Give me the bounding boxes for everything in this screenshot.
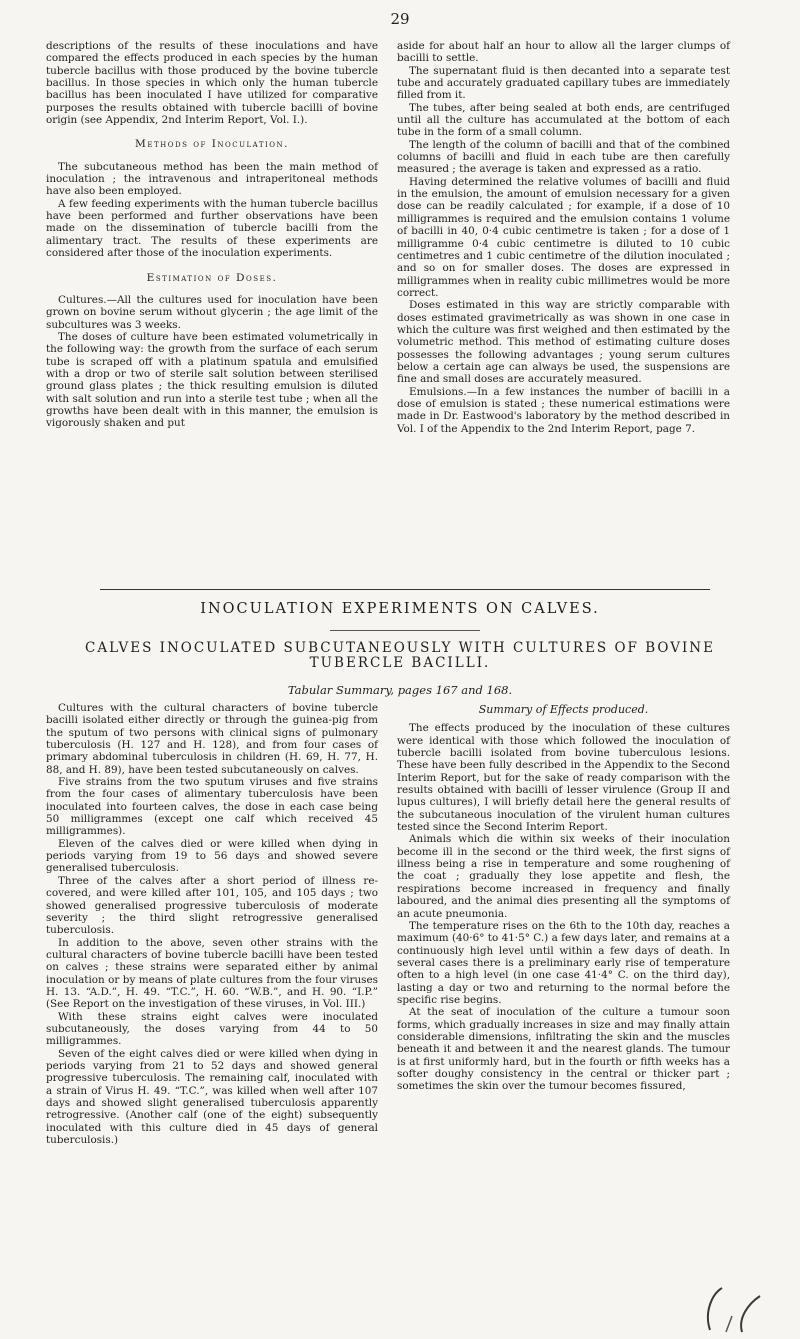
paragraph: Cultures with the cultural characters of bovine tubercle bacilli isolated either directly or through the guinea-pig from the sputum of two persons with clinical signs of pulmonary tuberculosis (H. 127 and H. 128), and from four cases of primary abdominal tuberculosis in children (H. 69, H. 77, H. 88, and H. 89), have been tested subcutaneously on calves. [46, 702, 378, 776]
paragraph: The doses of culture have been estimated volumetrically in the following way: the growth from the surface of each serum tube is scraped off with a platinum spatula and emulsified with a drop or two of sterile salt solution between sterilised ground glass plates ; the thick resulting emulsion is diluted with salt solution and run into a sterile test tube ; when all the growths have been dealt with in this manner, the emulsion is vigorously shaken and put [46, 330, 378, 430]
scan-artifact-mark [702, 1282, 772, 1337]
paragraph: Three of the calves after a short period of illness re-covered, and were killed after 101, 105, and 105 days ; two showed generalised progressive tuberculosis of moderate severity ; the third slight retrogressive generalised tuberculosis. [46, 874, 378, 937]
paragraph: Doses estimated in this way are strictly comparable with doses estimated gravimetrically as was shown in one case in which the culture was first weighed and then estimated by the volumetric method. This method of estimating culture doses possesses the following advantages ; young serum cultures below a certain age can always be used, the suspensions are fine and small doses are accurately measured. [397, 299, 730, 386]
section-divider [100, 589, 710, 590]
paragraph: A few feeding experiments with the human tubercle bacillus have been performed and further observations have been made on the dissemination of tubercle bacilli from the alimentary tract. The results of these experiments are considered after those of the inoculation experiments. [46, 197, 378, 260]
paragraph: Having determined the relative volumes of bacilli and fluid in the emulsion, the amount of emulsion necessary for a given dose can be readily calculated ; for example, if a dose of 10 milligrammes is required and the emulsion contains 1 volume of bacilli in 40, 0·4 cubic centimetre is taken ; for a dose of 1 milligramme 0·4 cubic centimetre is diluted to 10 cubic centimetres and 1 cubic centimetre of the dilution inoculated ; and so on for smaller doses. The doses are expressed in milligrammes when in reality cubic millimetres would be more correct. [397, 175, 730, 299]
paragraph: descriptions of the results of these inoculations and have compared the effects produced in each species by the human tubercle bacillus with those produced by the bovine tubercle bacillus. In those species in which only the human tubercle bacillus has been inoculated I have utilized for comparative purposes the results obtained with tubercle bacilli of bovine origin (see Appendix, 2nd Interim Report, Vol. I.). [46, 40, 378, 127]
paragraph: Eleven of the calves died or were killed when dying in periods varying from 19 to 56 days and showed severe generalised tuberculosis. [46, 837, 378, 875]
paragraph: Seven of the eight calves died or were killed when dying in periods varying from 21 to 52 days and showed general progressive tuberculosis. The remaining calf, inoculated with a strain of Virus H. 49. “T.C.”, was killed when well after 107 days and showed slight generalised tuberculosis apparently retrogressive. (Another calf (one of the eight) subsequently inoculated with this culture died in 45 days of general tuberculosis.) [46, 1047, 378, 1147]
paragraph: aside for about half an hour to allow all the larger clumps of bacilli to settle. [397, 40, 730, 65]
column-3 [46, 702, 378, 1146]
paragraph: The tubes, after being sealed at both ends, are centrifuged until all the culture has accumulated at the bottom of each tube in the form of a small column. [397, 101, 730, 139]
column-2 [397, 40, 730, 435]
heading-methods-of-inoculation: Methods of Inoculation. [135, 138, 289, 151]
paragraph: The length of the column of bacilli and that of the combined columns of bacilli and fluid in each tube are then carefully measured ; the average is taken and expressed as a ratio. [397, 138, 730, 176]
section-title: INOCULATION EXPERIMENTS ON CALVES. [200, 601, 600, 617]
subsection-title: CALVES INOCULATED SUBCUTANEOUSLY WITH CULTURES OF BOVINE TUBERCLE BACILLI. [85, 640, 715, 671]
paragraph: Emulsions.—In a few instances the number of bacilli in a dose of emulsion is stated ; these numerical estimations were made in Dr. Eastwood's laboratory by the method described in Vol. I of the Appendix to the 2nd Interim Report, page 7. [397, 385, 730, 435]
paragraph: Five strains from the two sputum viruses and five strains from the four cases of alimentary tuberculosis have been inoculated into fourteen calves, the dose in each case being 50 milligrammes (except one calf which received 45 milligrammes). [46, 776, 378, 838]
column-1 [46, 40, 378, 430]
paragraph: Animals which die within six weeks of their inoculation become ill in the second or the third week, the first signs of illness being a rise in temperature and some roughening of the coat ; gradually they lose appetite and flesh, the respirations become increased in frequency and finally laboured, and the animal dies presenting all the symptoms of an acute pneumonia. [397, 833, 730, 920]
tabular-summary-note: Tabular Summary, pages 167 and 168. [287, 683, 513, 697]
paragraph: The effects produced by the inoculation of these cultures were identical with those which followed the inoculation of tubercle bacilli isolated from bovine tuberculous lesions. These have been fully described in the Appendix to the Second Interim Report, but for the sake of ready comparison with the results obtained with bacilli of lesser virulence (Group II and lupus cultures), I will briefly detail here the general results of the subcutaneous inoculation of the virulent human cultures tested since the Second Interim Report. [397, 722, 730, 834]
heading-estimation-of-doses: Estimation of Doses. [146, 271, 278, 284]
heading-summary-of-effects: Summary of Effects produced. [478, 703, 649, 716]
page-number: 29 [390, 10, 410, 28]
paragraph: The temperature rises on the 6th to the 10th day, reaches a maximum (40·6° to 41·5° C.) a few days later, and remains at a continuously high level until within a few days of death. In several cases there is a preliminary early rise of temperature often to a high level (in one case 41·4° C. on the third day), lasting a day or two and returning to the normal before the specific rise begins. [397, 919, 730, 1006]
short-divider [330, 630, 480, 631]
column-4 [397, 702, 730, 1093]
paragraph: With these strains eight calves were inoculated subcutaneously, the doses varying from 44 to 50 milligrammes. [46, 1010, 378, 1048]
paragraph: Cultures.—All the cultures used for inoculation have been grown on bovine serum without glycerin ; the age limit of the subcultures was 3 weeks. [46, 293, 378, 331]
paragraph: The subcutaneous method has been the main method of inoculation ; the intravenous and intraperitoneal methods have also been employed. [46, 160, 378, 198]
paragraph: At the seat of inoculation of the culture a tumour soon forms, which gradually increases in size and may finally attain considerable dimensions, infiltrating the skin and the muscles beneath it and between it and the nearest glands. The tumour is at first uniformly hard, but in the fourth or fifth weeks has a softer doughy consistency in the central or thicker part ; sometimes the skin over the tumour becomes fissured, [397, 1006, 730, 1093]
paragraph: The supernatant fluid is then decanted into a separate test tube and accurately graduated capillary tubes are immediately filled from it. [397, 64, 730, 102]
paragraph: In addition to the above, seven other strains with the cultural characters of bovine tubercle bacilli have been tested on calves ; these strains were separated either by animal inoculation or by means of plate cultures from the four viruses H. 13. “A.D.”, H. 49. “T.C.”, H. 60. “W.B.”, and H. 90. “I.P.” (See Report on the investigation of these viruses, in Vol. III.) [46, 936, 378, 1011]
